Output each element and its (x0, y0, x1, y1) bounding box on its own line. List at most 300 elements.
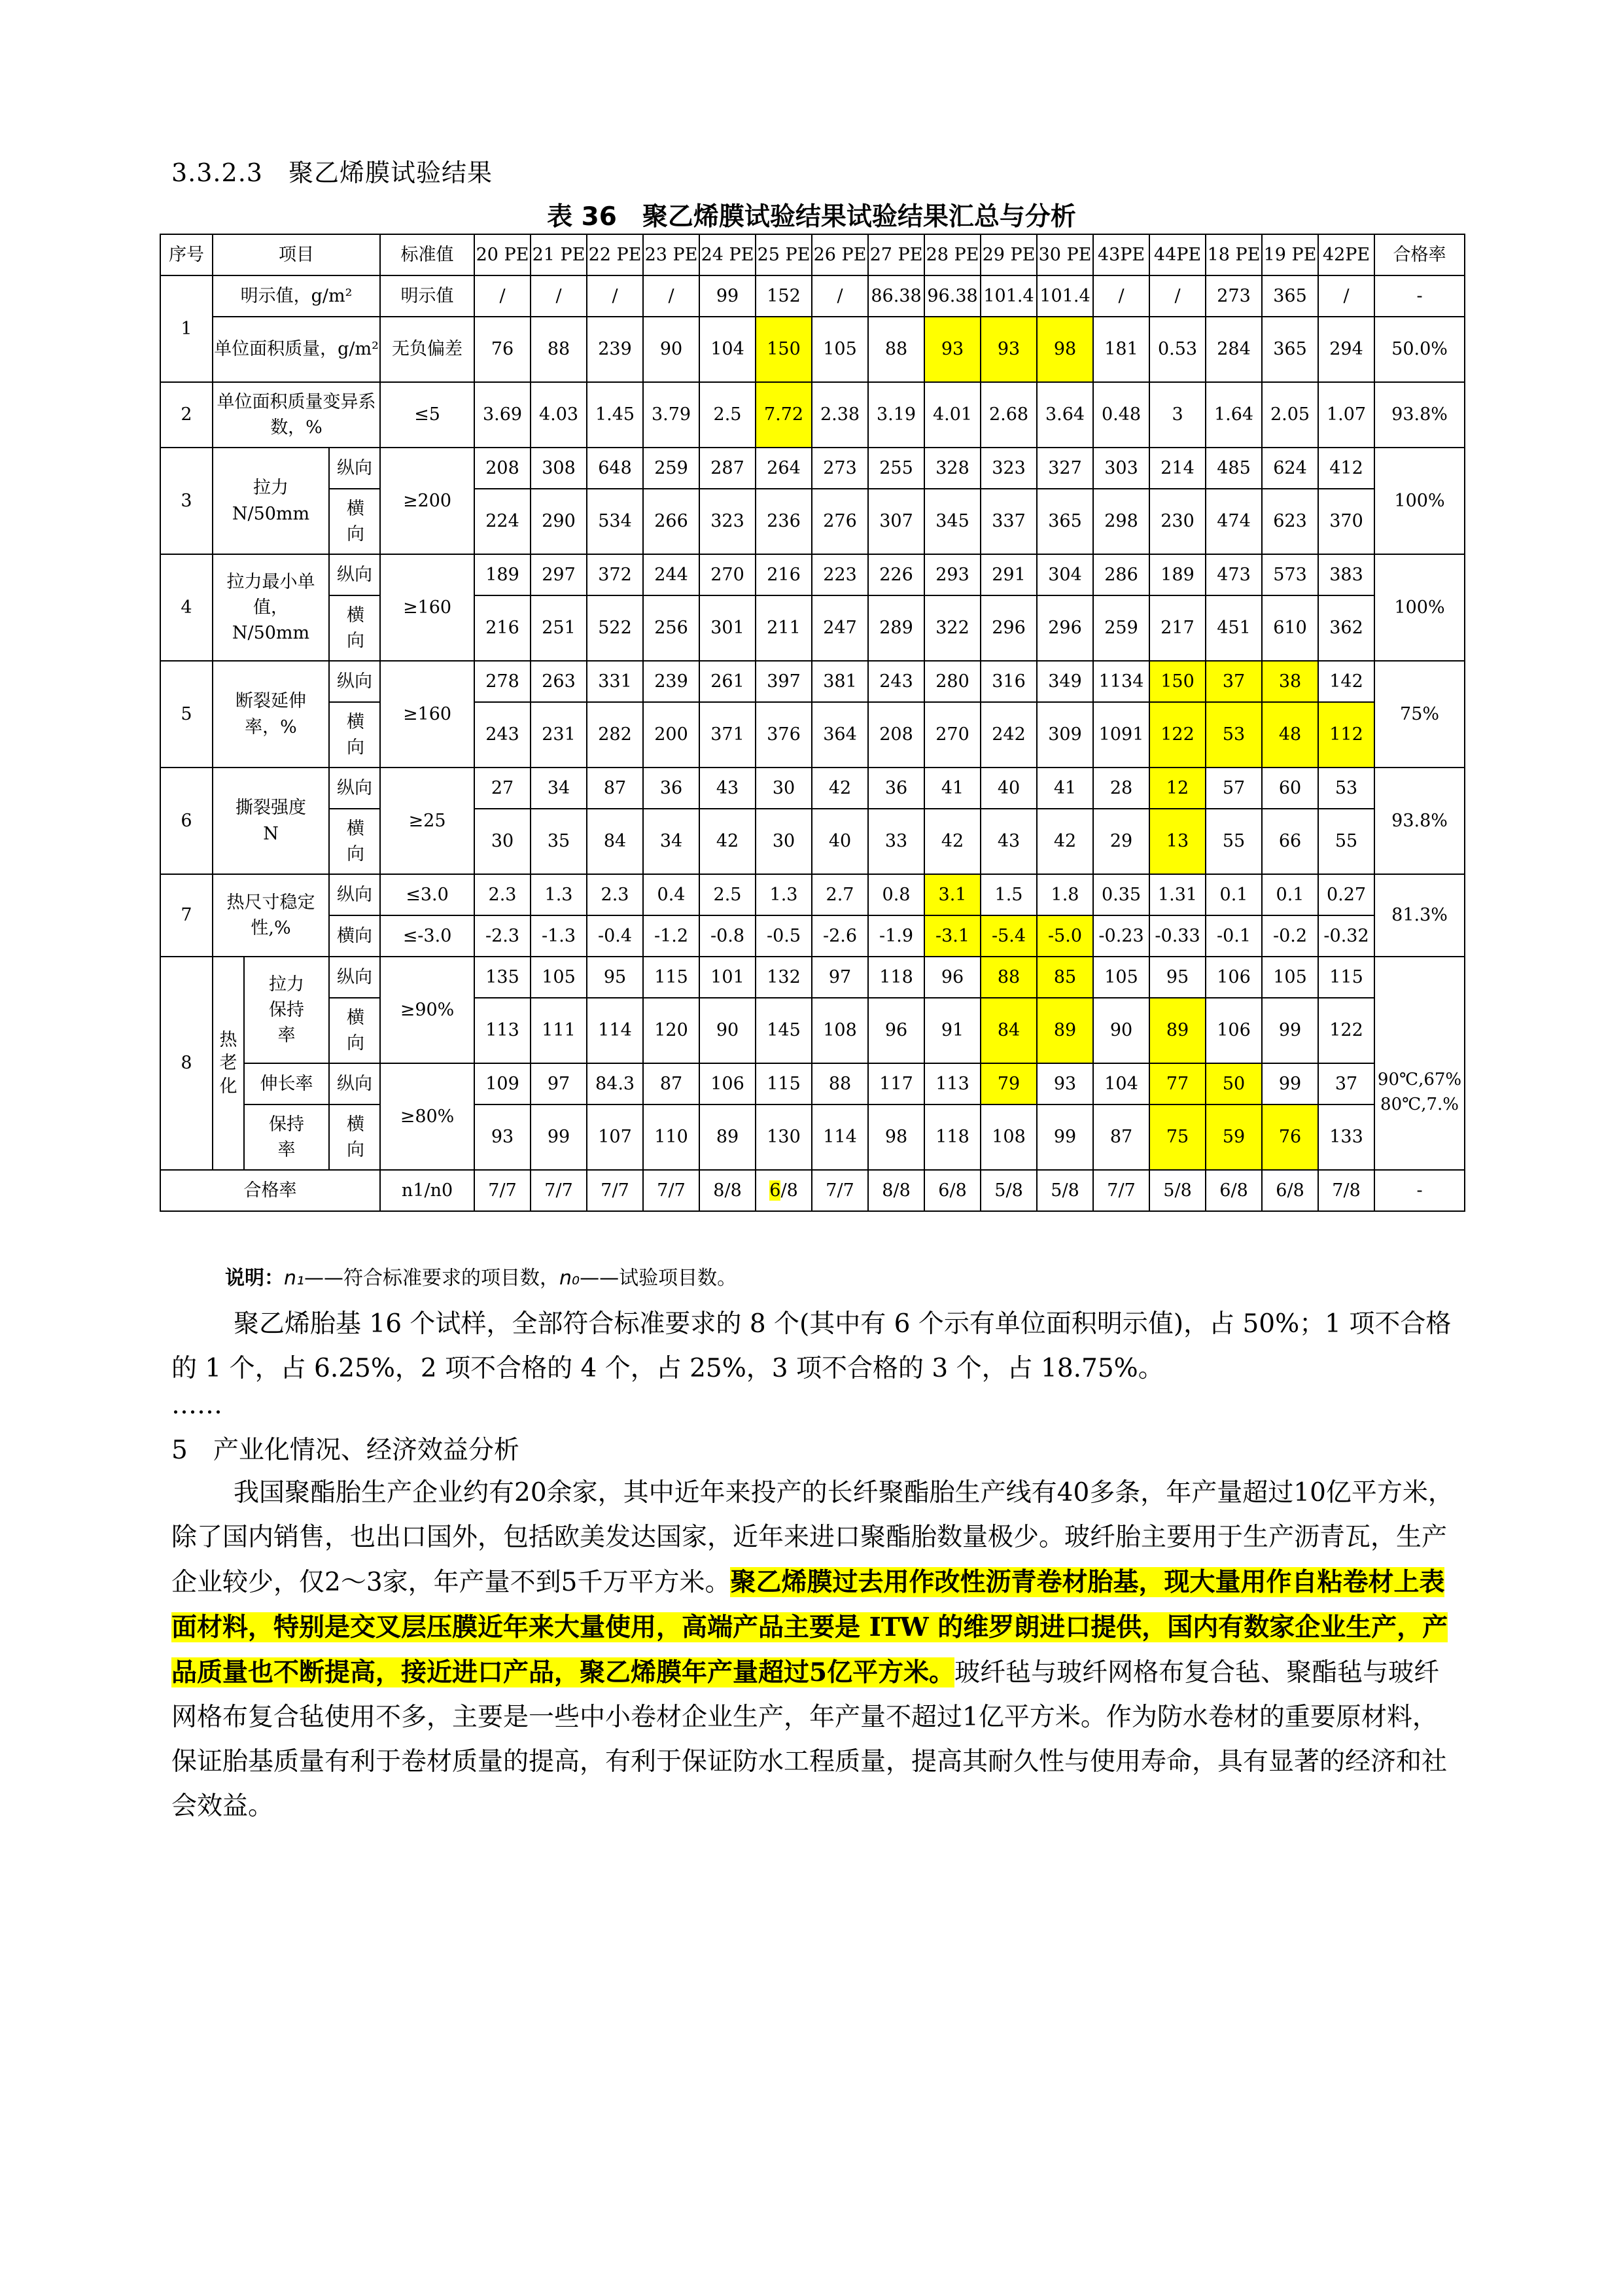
rate-cell: 81.3% (1374, 874, 1465, 957)
value-cell: 30 (756, 768, 812, 809)
value-cell: 99 (531, 1104, 587, 1170)
value-cell: 87 (643, 1063, 699, 1104)
dir-label: 横向 (329, 595, 380, 661)
table-note (225, 1262, 737, 1290)
value-cell: 40 (812, 809, 868, 874)
value-cell: 99 (1262, 1063, 1318, 1104)
value-cell: 112 (1318, 702, 1374, 768)
value-cell: 2.5 (699, 382, 756, 448)
value-cell: -0.4 (587, 915, 643, 957)
value-cell: 0.27 (1318, 874, 1374, 915)
value-cell: 34 (643, 809, 699, 874)
header-sample: 28 PE (924, 234, 981, 275)
value-cell: 296 (1037, 595, 1093, 661)
value-cell: -0.33 (1149, 915, 1206, 957)
value-cell: 5/8 (981, 1170, 1037, 1211)
table-row (160, 874, 1465, 915)
value-cell: 96.38 (924, 275, 981, 317)
value-cell: 290 (531, 489, 587, 554)
value-cell: 226 (868, 554, 924, 595)
value-cell: 316 (981, 661, 1037, 702)
value-cell: 1.5 (981, 874, 1037, 915)
value-cell: / (587, 275, 643, 317)
results-table (160, 234, 1465, 1212)
value-cell: 293 (924, 554, 981, 595)
value-cell: 8/8 (868, 1170, 924, 1211)
value-cell: 93 (981, 317, 1037, 382)
value-cell: 107 (587, 1104, 643, 1170)
header-std: 标准值 (380, 234, 474, 275)
dir-label: 横向 (329, 702, 380, 768)
table-caption: 表 36 聚乙烯膜试验结果试验结果汇总与分析 (547, 202, 1076, 232)
value-cell: -0.23 (1093, 915, 1149, 957)
value-cell: 1.07 (1318, 382, 1374, 448)
value-cell: 36 (643, 768, 699, 809)
header-rate: 合格率 (1374, 234, 1465, 275)
value-cell: 36 (868, 768, 924, 809)
value-cell: 3.79 (643, 382, 699, 448)
value-cell: 297 (531, 554, 587, 595)
value-cell: 3.64 (1037, 382, 1093, 448)
value-cell: 244 (643, 554, 699, 595)
table-row (160, 275, 1465, 317)
std-cell: ≥90% (380, 957, 474, 1063)
value-cell: 76 (474, 317, 531, 382)
item-label: 伸长率 (244, 1063, 329, 1104)
value-cell: 37 (1318, 1063, 1374, 1104)
value-cell: 84.3 (587, 1063, 643, 1104)
value-cell: 0.48 (1093, 382, 1149, 448)
value-cell: 89 (699, 1104, 756, 1170)
value-cell: 57 (1206, 768, 1262, 809)
value-cell: 264 (756, 448, 812, 489)
value-cell: 122 (1149, 702, 1206, 768)
value-cell: 2.3 (474, 874, 531, 915)
rate-cell: 90℃,67% 80℃,7.% (1374, 957, 1465, 1170)
value-cell: 2.38 (812, 382, 868, 448)
value-cell: 451 (1206, 595, 1262, 661)
value-cell: 0.8 (868, 874, 924, 915)
value-cell: 98 (1037, 317, 1093, 382)
value-cell: 286 (1093, 554, 1149, 595)
value-cell: 181 (1093, 317, 1149, 382)
item-label: 拉力最小单值，N/50mm (213, 554, 329, 661)
value-cell: 7/7 (531, 1170, 587, 1211)
value-cell: 1.3 (531, 874, 587, 915)
row-no: 3 (160, 448, 213, 554)
value-cell: 4.01 (924, 382, 981, 448)
header-sample: 22 PE (587, 234, 643, 275)
value-cell: 278 (474, 661, 531, 702)
value-cell: 8/8 (699, 1170, 756, 1211)
value-cell: 114 (812, 1104, 868, 1170)
std-cell: ≤3.0 (380, 874, 474, 915)
value-cell: 214 (1149, 448, 1206, 489)
header-sample: 43PE (1093, 234, 1149, 275)
dir-label: 横向 (329, 809, 380, 874)
item-label: 单位面积质量，g/m² (213, 317, 380, 382)
value-cell: 327 (1037, 448, 1093, 489)
value-cell: 1091 (1093, 702, 1149, 768)
value-cell: 145 (756, 998, 812, 1063)
summary-paragraph: 聚乙烯胎基 16 个试样，全部符合标准要求的 8 个(其中有 6 个示有单位面积明示值)，占 50%；1 项不合格的 1 个，占 6.25%，2 项不合格的 4 个，占 25%，3 项不合格的 3 个，占 18.75%。 (171, 1309, 1452, 1383)
value-cell: 331 (587, 661, 643, 702)
dir-label: 纵向 (329, 554, 380, 595)
header-sample: 26 PE (812, 234, 868, 275)
value-cell: 1134 (1093, 661, 1149, 702)
std-cell: 明示值 (380, 275, 474, 317)
value-cell: 106 (699, 1063, 756, 1104)
header-sample: 19 PE (1262, 234, 1318, 275)
table-row (160, 234, 1465, 275)
table-row (160, 1104, 1465, 1170)
note-text-2: ——试验项目数。 (580, 1267, 737, 1290)
value-cell: 104 (699, 317, 756, 382)
value-cell: 93 (474, 1104, 531, 1170)
std-cell: ≤5 (380, 382, 474, 448)
value-cell: 3.69 (474, 382, 531, 448)
std-cell: ≥200 (380, 448, 474, 554)
value-cell: -1.3 (531, 915, 587, 957)
value-cell: 7/7 (812, 1170, 868, 1211)
value-cell: 365 (1262, 275, 1318, 317)
value-cell: 90 (699, 998, 756, 1063)
header-sample: 42PE (1318, 234, 1374, 275)
value-cell: 624 (1262, 448, 1318, 489)
dir-label: 纵向 (329, 448, 380, 489)
value-cell: / (1093, 275, 1149, 317)
value-cell: 208 (868, 702, 924, 768)
value-cell: 96 (868, 998, 924, 1063)
value-cell: 7/7 (474, 1170, 531, 1211)
item-label: 保持率 (244, 1104, 329, 1170)
value-cell: 41 (1037, 768, 1093, 809)
table-row (160, 702, 1465, 768)
value-cell: -0.5 (756, 915, 812, 957)
value-cell: 1.31 (1149, 874, 1206, 915)
value-cell: 43 (699, 768, 756, 809)
value-cell: 101.4 (981, 275, 1037, 317)
value-cell: 120 (643, 998, 699, 1063)
value-cell: 88 (981, 957, 1037, 998)
table-row (160, 382, 1465, 448)
table-row (160, 317, 1465, 382)
value-cell: 110 (643, 1104, 699, 1170)
value-cell: 87 (587, 768, 643, 809)
value-cell: 104 (1093, 1063, 1149, 1104)
value-cell: 101 (699, 957, 756, 998)
value-cell: 99 (1262, 998, 1318, 1063)
value-cell: 224 (474, 489, 531, 554)
value-cell: 2.5 (699, 874, 756, 915)
value-cell: 291 (981, 554, 1037, 595)
dir-label: 横向 (329, 915, 380, 957)
value-cell: -0.2 (1262, 915, 1318, 957)
value-cell: 2.3 (587, 874, 643, 915)
value-cell: -5.4 (981, 915, 1037, 957)
value-cell: 75 (1149, 1104, 1206, 1170)
value-cell: 397 (756, 661, 812, 702)
table-row (160, 1170, 1465, 1211)
value-cell: 282 (587, 702, 643, 768)
value-cell: 87 (1093, 1104, 1149, 1170)
std-cell: ≥160 (380, 661, 474, 768)
value-cell: 113 (474, 998, 531, 1063)
rate-cell: 50.0% (1374, 317, 1465, 382)
value-cell: 105 (1262, 957, 1318, 998)
value-cell: 88 (868, 317, 924, 382)
value-cell: / (1318, 275, 1374, 317)
value-cell: 383 (1318, 554, 1374, 595)
value-cell: 150 (756, 317, 812, 382)
value-cell: 236 (756, 489, 812, 554)
item-label: 热尺寸稳定性,% (213, 874, 329, 957)
value-cell: 88 (812, 1063, 868, 1104)
row-no: 4 (160, 554, 213, 661)
value-cell: 534 (587, 489, 643, 554)
value-cell: 106 (1206, 998, 1262, 1063)
value-cell: 89 (1149, 998, 1206, 1063)
group-label: 热老化 (213, 957, 244, 1170)
value-cell: 345 (924, 489, 981, 554)
value-cell: 13 (1149, 809, 1206, 874)
table-row (160, 957, 1465, 998)
value-cell: 97 (531, 1063, 587, 1104)
value-cell: 43 (981, 809, 1037, 874)
value-cell: 108 (981, 1104, 1037, 1170)
value-cell: 89 (1037, 998, 1093, 1063)
value-cell: 115 (1318, 957, 1374, 998)
rate-cell: 100% (1374, 448, 1465, 554)
value-cell: -1.9 (868, 915, 924, 957)
rate-cell: 93.8% (1374, 768, 1465, 874)
header-no: 序号 (160, 234, 213, 275)
table-row (160, 768, 1465, 809)
value-cell: 96 (924, 957, 981, 998)
highlighted-count: 6 (769, 1180, 781, 1201)
value-cell: 41 (924, 768, 981, 809)
value-cell: 211 (756, 595, 812, 661)
item-label: 断裂延伸率，% (213, 661, 329, 768)
value-cell: 284 (1206, 317, 1262, 382)
value-cell: 150 (1149, 661, 1206, 702)
value-cell: 79 (981, 1063, 1037, 1104)
header-sample: 23 PE (643, 234, 699, 275)
value-cell: 309 (1037, 702, 1093, 768)
value-cell: / (812, 275, 868, 317)
value-cell: 259 (1093, 595, 1149, 661)
value-cell: 97 (812, 957, 868, 998)
value-cell: 372 (587, 554, 643, 595)
value-cell: 105 (1093, 957, 1149, 998)
table-row (160, 595, 1465, 661)
value-cell: 239 (643, 661, 699, 702)
value-cell: 623 (1262, 489, 1318, 554)
value-cell: 216 (756, 554, 812, 595)
value-cell: 216 (474, 595, 531, 661)
value-cell: 114 (587, 998, 643, 1063)
dir-label: 纵向 (329, 1063, 380, 1104)
dir-label: 纵向 (329, 874, 380, 915)
item-label: 单位面积质量变异系数，% (213, 382, 380, 448)
table-row (160, 489, 1465, 554)
value-cell: 132 (756, 957, 812, 998)
value-cell: 40 (981, 768, 1037, 809)
value-cell: 243 (474, 702, 531, 768)
industry-text-c: 玻纤毡与玻纤网格布复合毡、聚酯毡与玻纤网格布复合毡使用不多，主要是一些中小卷材企业生产，年产量不超过1亿平方米。作为防水卷材的重要原材料，保证胎基质量有利于卷材质量的提高，有利于保证防水工程质量，提高其耐久性与使用寿命，具有显著的经济和社会效益。 (171, 1658, 1448, 1821)
value-cell: 287 (699, 448, 756, 489)
value-cell: 7/7 (587, 1170, 643, 1211)
value-cell: 337 (981, 489, 1037, 554)
note-n1: n₁ (284, 1267, 305, 1290)
value-cell: 85 (1037, 957, 1093, 998)
industry-text-a: 我国聚酯胎生产企业约有20余家，其中近年来投产的长纤聚酯胎生产线有40多条，年产量超过10亿平方米，除了国内销售，也出口国外，包括欧美发达国家，近年来进口聚酯胎数量极少。玻纤胎主要用于生产沥青瓦，生产企业较少，仅2～3家，年产量不到5千万平方米。 (171, 1478, 1454, 1597)
item-label: 拉力保持率 (244, 957, 329, 1063)
value-cell: 364 (812, 702, 868, 768)
dir-label: 纵向 (329, 661, 380, 702)
value-cell: 93 (1037, 1063, 1093, 1104)
value-cell: 99 (1037, 1104, 1093, 1170)
value-cell: 3 (1149, 382, 1206, 448)
item-label: 明示值，g/m² (213, 275, 380, 317)
value-cell: 485 (1206, 448, 1262, 489)
ellipsis: …… (171, 1390, 222, 1420)
std-cell: ≥160 (380, 554, 474, 661)
row-no: 1 (160, 275, 213, 382)
value-cell: 133 (1318, 1104, 1374, 1170)
value-cell: 77 (1149, 1063, 1206, 1104)
value-cell: 152 (756, 275, 812, 317)
value-cell: 53 (1206, 702, 1262, 768)
value-cell: 76 (1262, 1104, 1318, 1170)
value-cell: / (1149, 275, 1206, 317)
value-cell: 118 (924, 1104, 981, 1170)
value-cell: 308 (531, 448, 587, 489)
value-cell: 349 (1037, 661, 1093, 702)
table-row (160, 809, 1465, 874)
value-cell: 289 (868, 595, 924, 661)
value-cell: 365 (1037, 489, 1093, 554)
value-cell: 7/7 (643, 1170, 699, 1211)
value-cell: 86.38 (868, 275, 924, 317)
value-cell: 298 (1093, 489, 1149, 554)
value-cell: 1.3 (756, 874, 812, 915)
value-cell: 42 (1037, 809, 1093, 874)
value-cell: 255 (868, 448, 924, 489)
dir-label: 横向 (329, 489, 380, 554)
rate-cell: 75% (1374, 661, 1465, 768)
std-cell: ≥80% (380, 1063, 474, 1170)
value-cell: 259 (643, 448, 699, 489)
value-cell: -2.6 (812, 915, 868, 957)
value-cell: 2.68 (981, 382, 1037, 448)
value-cell: 42 (812, 768, 868, 809)
value-cell: 307 (868, 489, 924, 554)
value-cell: 522 (587, 595, 643, 661)
header-sample: 25 PE (756, 234, 812, 275)
value-cell: / (531, 275, 587, 317)
value-cell: 231 (531, 702, 587, 768)
value-cell: 610 (1262, 595, 1318, 661)
value-cell: 34 (531, 768, 587, 809)
value-cell: 99 (699, 275, 756, 317)
value-cell: 6/8 (1262, 1170, 1318, 1211)
value-cell: 328 (924, 448, 981, 489)
table-row (160, 1063, 1465, 1104)
std-cell: ≤-3.0 (380, 915, 474, 957)
value-cell: 323 (699, 489, 756, 554)
value-cell: -0.32 (1318, 915, 1374, 957)
value-cell: 280 (924, 661, 981, 702)
value-cell: 84 (981, 998, 1037, 1063)
value-cell: 33 (868, 809, 924, 874)
dir-label: 横向 (329, 1104, 380, 1170)
value-cell: 371 (699, 702, 756, 768)
value-cell: 270 (699, 554, 756, 595)
value-cell: -0.8 (699, 915, 756, 957)
value-cell: 93 (924, 317, 981, 382)
value-cell: 261 (699, 661, 756, 702)
value-cell: 35 (531, 809, 587, 874)
value-cell: 115 (643, 957, 699, 998)
value-cell: -0.1 (1206, 915, 1262, 957)
section-5-heading: 5 产业化情况、经济效益分析 (171, 1436, 519, 1465)
row-no: 7 (160, 874, 213, 957)
value-cell: 273 (1206, 275, 1262, 317)
value-cell: 66 (1262, 809, 1318, 874)
value-cell: 473 (1206, 554, 1262, 595)
value-cell: 98 (868, 1104, 924, 1170)
table-row (160, 448, 1465, 489)
value-cell: 42 (924, 809, 981, 874)
value-cell: 4.03 (531, 382, 587, 448)
value-cell: 200 (643, 702, 699, 768)
std-cell: n1/n0 (380, 1170, 474, 1211)
value-cell: 243 (868, 661, 924, 702)
value-cell: 130 (756, 1104, 812, 1170)
rate-cell: 93.8% (1374, 382, 1465, 448)
table-row (160, 998, 1465, 1063)
value-cell: 6/8 (924, 1170, 981, 1211)
value-cell: 95 (587, 957, 643, 998)
rate-cell: - (1374, 275, 1465, 317)
rate-cell: - (1374, 1170, 1465, 1211)
std-cell: 无负偏差 (380, 317, 474, 382)
value-cell: / (474, 275, 531, 317)
value-cell: 95 (1149, 957, 1206, 998)
value-cell: 189 (1149, 554, 1206, 595)
value-cell: 88 (531, 317, 587, 382)
value-cell: 60 (1262, 768, 1318, 809)
value-cell: 7.72 (756, 382, 812, 448)
table-row (160, 661, 1465, 702)
value-cell: 270 (924, 702, 981, 768)
value-cell: 0.53 (1149, 317, 1206, 382)
value-cell: 474 (1206, 489, 1262, 554)
industry-paragraph (171, 1471, 1454, 1829)
value-cell: 2.05 (1262, 382, 1318, 448)
item-label: 撕裂强度 N (213, 768, 329, 874)
note-text-1: ——符合标准要求的项目数， (304, 1267, 560, 1290)
value-cell: 648 (587, 448, 643, 489)
value-cell: 27 (474, 768, 531, 809)
value-cell: 0.35 (1093, 874, 1149, 915)
value-cell: 91 (924, 998, 981, 1063)
value-cell: 105 (812, 317, 868, 382)
value-cell: 42 (699, 809, 756, 874)
value-cell: 322 (924, 595, 981, 661)
value-cell: 12 (1149, 768, 1206, 809)
